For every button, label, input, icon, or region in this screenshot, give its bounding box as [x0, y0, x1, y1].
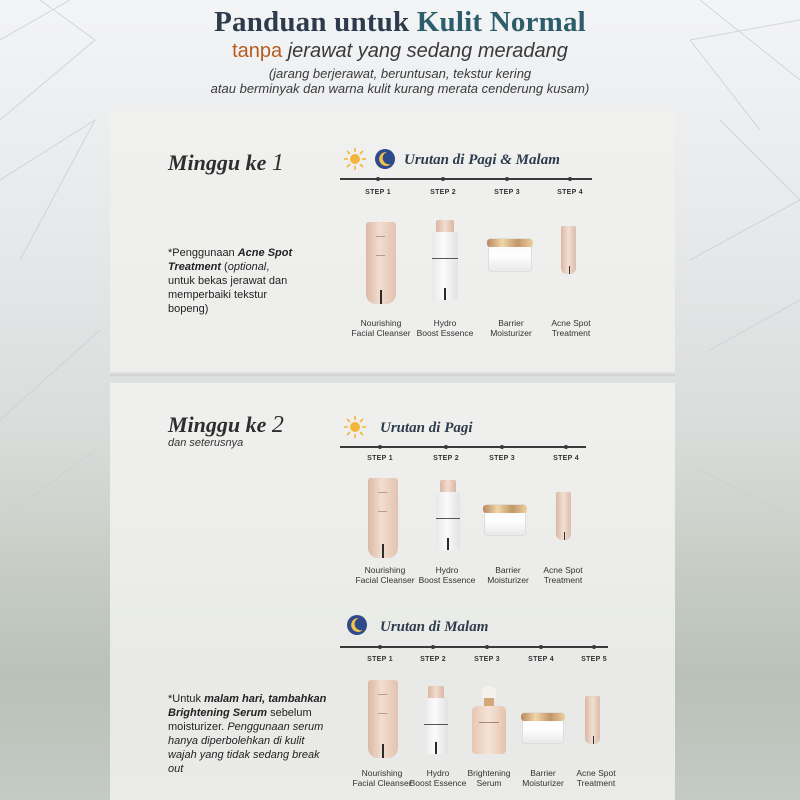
timeline-dot	[500, 445, 504, 449]
spot-treatment-tube-icon	[556, 492, 571, 540]
morning-routine-title: Urutan di Pagi	[380, 420, 473, 436]
serum-dropper-bottle-icon	[472, 706, 506, 754]
timeline-dot	[378, 445, 382, 449]
product-label: Barrier Moisturizer	[487, 565, 529, 585]
step-label: STEP 2	[420, 656, 446, 663]
page-subtitle: tanpa jerawat yang sedang meradang	[232, 40, 568, 62]
timeline-dot	[539, 645, 543, 649]
essence-bottle-icon	[436, 492, 460, 550]
cleanser-tube-icon	[368, 680, 398, 758]
step-label: STEP 3	[474, 656, 500, 663]
product-label: Acne Spot Treatment	[576, 768, 616, 788]
product-label: Barrier Moisturizer	[490, 318, 532, 338]
week2-title: Minggu ke 2	[168, 412, 284, 438]
moon-icon	[374, 148, 396, 170]
timeline-dot	[505, 177, 509, 181]
step-label: STEP 4	[557, 189, 583, 196]
product-label: Nourishing Facial Cleanser	[352, 768, 412, 788]
product-label: Nourishing Facial Cleanser	[355, 565, 415, 585]
timeline-dot	[568, 177, 572, 181]
step-label: STEP 2	[433, 455, 459, 462]
night-routine-title: Urutan di Malam	[380, 619, 489, 635]
product-label: Brightening Serum	[467, 768, 511, 788]
step-label: STEP 4	[528, 656, 554, 663]
skin-description: (jarang berjerawat, beruntusan, tekstur kering atau berminyak dan warna kulit kurang merata cenderung kusam)	[210, 66, 590, 96]
step-label: STEP 5	[581, 656, 607, 663]
step-label: STEP 2	[430, 189, 456, 196]
morning-timeline	[340, 446, 586, 448]
step-label: STEP 4	[553, 455, 579, 462]
timeline-dot	[485, 645, 489, 649]
product-label: Hydro Boost Essence	[416, 318, 474, 338]
product-label: Hydro Boost Essence	[418, 565, 476, 585]
week1-note: *Penggunaan Acne Spot Treatment (optional, untuk bekas jerawat dan memperbaiki tekstur bopeng)	[168, 247, 293, 315]
week2-night-note: *Untuk malam hari, tambahkan Brightening Serum sebelum moisturizer. Penggunaan serum hanya diperbolehkan di kulit wajah yang tidak sedang break out	[168, 693, 327, 775]
moon-icon	[346, 614, 368, 636]
moisturizer-jar-icon	[488, 238, 532, 272]
page-title: Panduan untuk Kulit Normal	[214, 6, 586, 38]
header	[0, 0, 800, 110]
week1-title: Minggu ke 1	[168, 150, 284, 176]
timeline-dot	[592, 645, 596, 649]
step-label: STEP 1	[367, 455, 393, 462]
timeline-dot	[444, 445, 448, 449]
product-label: Nourishing Facial Cleanser	[351, 318, 411, 338]
moisturizer-jar-icon	[522, 712, 564, 744]
product-label: Acne Spot Treatment	[551, 318, 591, 338]
step-label: STEP 3	[489, 455, 515, 462]
moisturizer-jar-icon	[484, 504, 526, 536]
spot-treatment-tube-icon	[561, 226, 576, 274]
sun-icon	[344, 148, 366, 170]
timeline-dot	[431, 645, 435, 649]
spot-treatment-tube-icon	[585, 696, 600, 744]
sun-icon	[344, 416, 366, 438]
timeline-dot	[376, 177, 380, 181]
product-label: Barrier Moisturizer	[522, 768, 564, 788]
timeline-dot	[564, 445, 568, 449]
step-label: STEP 1	[367, 656, 393, 663]
cleanser-tube-icon	[368, 478, 398, 558]
product-label: Acne Spot Treatment	[543, 565, 583, 585]
week2-subtitle: dan seterusnya	[168, 437, 244, 449]
panel-divider	[110, 374, 675, 376]
product-label: Hydro Boost Essence	[409, 768, 467, 788]
essence-bottle-icon	[424, 698, 448, 754]
cleanser-tube-icon	[366, 222, 396, 304]
timeline-dot	[378, 645, 382, 649]
essence-bottle-icon	[432, 232, 458, 300]
step-label: STEP 1	[365, 189, 391, 196]
week1-routine-title: Urutan di Pagi & Malam	[404, 152, 560, 168]
step-label: STEP 3	[494, 189, 520, 196]
timeline-dot	[441, 177, 445, 181]
